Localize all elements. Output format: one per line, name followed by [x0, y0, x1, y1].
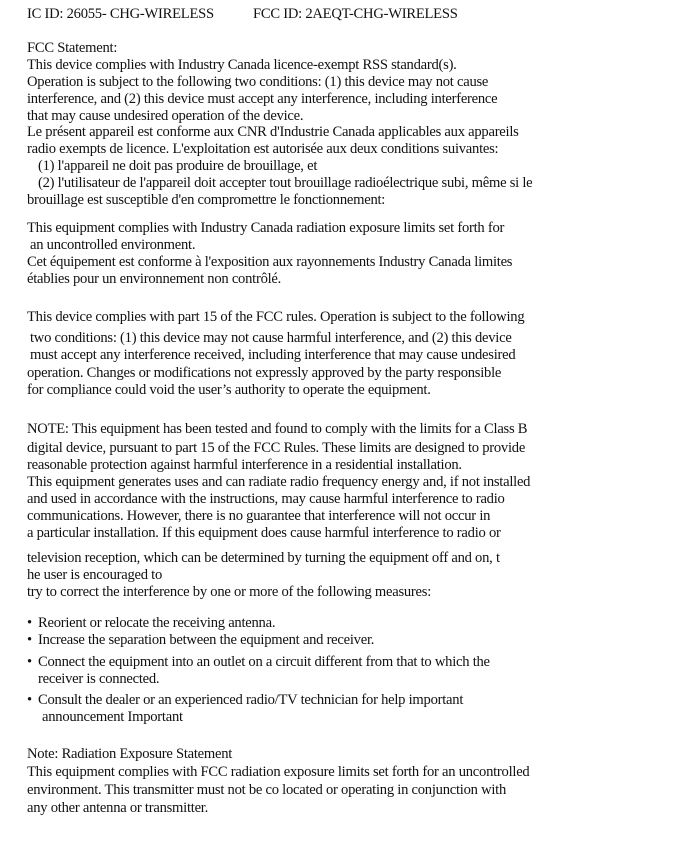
paragraph-line: two conditions: (1) this device may not cause harmful interference, and (2) this device	[30, 330, 512, 346]
paragraph-line: digital device, pursuant to part 15 of the FCC Rules. These limits are designed to provide	[27, 440, 526, 456]
paragraph-line: an uncontrolled environment.	[30, 237, 196, 253]
paragraph-line: This equipment complies with Industry Canada radiation exposure limits set forth for	[27, 220, 505, 236]
paragraph-line: for compliance could void the user’s authority to operate the equipment.	[27, 382, 431, 398]
list-item-continuation: receiver is connected.	[38, 671, 160, 687]
paragraph-line: television reception, which can be determined by turning the equipment off and on, t	[27, 550, 500, 566]
list-item: Reorient or relocate the receiving antenna.	[38, 615, 276, 631]
condition-line: (2) l'utilisateur de l'appareil doit accepter tout brouillage radioélectrique subi, même si le	[38, 175, 533, 191]
paragraph-line: This equipment complies with FCC radiation exposure limits set forth for an uncontrolled	[27, 764, 530, 780]
paragraph-line: Le présent appareil est conforme aux CNR d'Industrie Canada applicables aux appareils	[27, 124, 519, 140]
fcc-statement-title: FCC Statement:	[27, 40, 118, 56]
list-item: Increase the separation between the equipment and receiver.	[38, 632, 375, 648]
paragraph-line: établies pour un environnement non contrôlé.	[27, 271, 282, 287]
paragraph-line: Operation is subject to the following two conditions: (1) this device may not cause	[27, 74, 489, 90]
condition-line: (1) l'appareil ne doit pas produire de brouillage, et	[38, 158, 318, 174]
list-item: Consult the dealer or an experienced radio/TV technician for help important	[38, 692, 464, 708]
paragraph-line: This device complies with Industry Canada licence-exempt RSS standard(s).	[27, 57, 457, 73]
list-item-continuation: announcement Important	[42, 709, 183, 725]
bullet-icon: •	[27, 632, 32, 648]
paragraph-line: he user is encouraged to	[27, 567, 163, 583]
paragraph-line: operation. Changes or modifications not expressly approved by the party responsible	[27, 365, 502, 381]
paragraph-line: any other antenna or transmitter.	[27, 800, 208, 816]
paragraph-line: interference, and (2) this device must accept any interference, including interference	[27, 91, 498, 107]
fcc-id: FCC ID: 2AEQT-CHG-WIRELESS	[253, 6, 458, 22]
paragraph-line: communications. However, there is no guarantee that interference will not occur in	[27, 508, 491, 524]
bullet-icon: •	[27, 692, 32, 708]
paragraph-line: environment. This transmitter must not be co located or operating in conjunction with	[27, 782, 507, 798]
list-item: Connect the equipment into an outlet on a circuit different from that to which the	[38, 654, 490, 670]
paragraph-line: This equipment generates uses and can radiate radio frequency energy and, if not installed	[27, 474, 531, 490]
ic-id: IC ID: 26055- CHG-WIRELESS	[27, 6, 214, 22]
paragraph-line: radio exempts de licence. L'exploitation est autorisée aux deux conditions suivantes:	[27, 141, 499, 157]
paragraph-line: try to correct the interference by one or more of the following measures:	[27, 584, 431, 600]
paragraph-line: and used in accordance with the instructions, may cause harmful interference to radio	[27, 491, 505, 507]
paragraph-line: Cet équipement est conforme à l'exposition aux rayonnements Industry Canada limites	[27, 254, 513, 270]
bullet-icon: •	[27, 654, 32, 670]
paragraph-line: a particular installation. If this equipment does cause harmful interference to radio or	[27, 525, 501, 541]
paragraph-line: NOTE: This equipment has been tested and found to comply with the limits for a Class B	[27, 421, 528, 437]
paragraph-line: brouillage est susceptible d'en compromettre le fonctionnement:	[27, 192, 386, 208]
paragraph-line: must accept any interference received, including interference that may cause undesired	[30, 347, 516, 363]
paragraph-line: reasonable protection against harmful interference in a residential installation.	[27, 457, 462, 473]
paragraph-line: that may cause undesired operation of the device.	[27, 108, 304, 124]
radiation-exposure-title: Note: Radiation Exposure Statement	[27, 746, 233, 762]
paragraph-line: This device complies with part 15 of the FCC rules. Operation is subject to the following	[27, 309, 525, 325]
bullet-icon: •	[27, 615, 32, 631]
